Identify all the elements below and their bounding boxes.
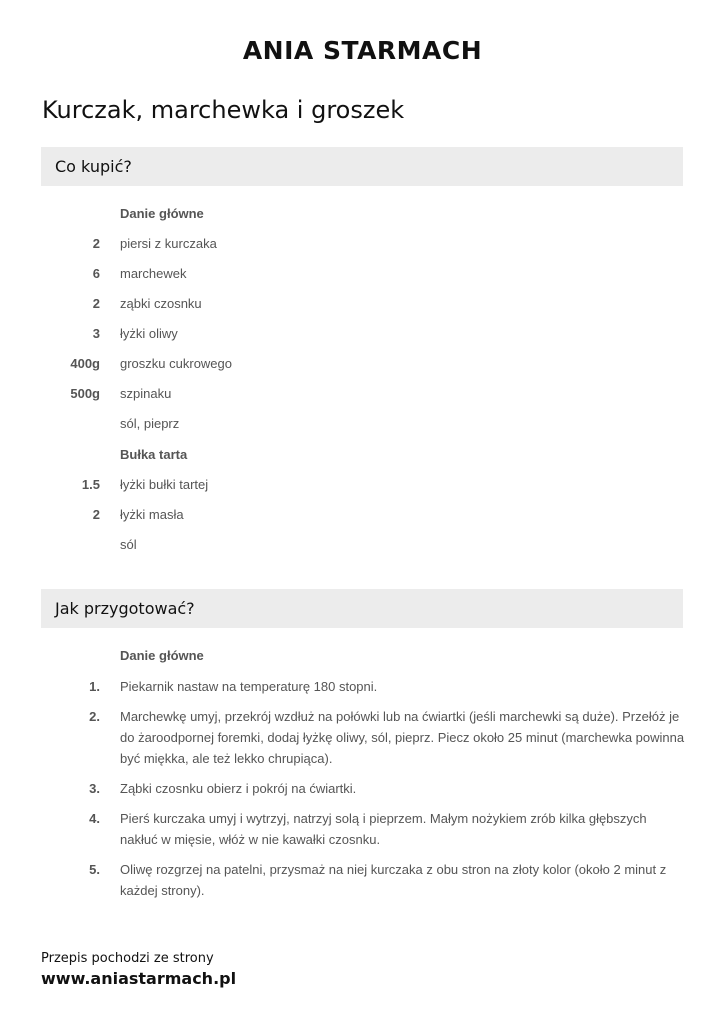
ingredient-name: piersi z kurczaka: [120, 236, 217, 251]
step-number: 2.: [89, 709, 100, 724]
ingredient-group-main: [0, 203, 725, 225]
ingredient-row: [0, 353, 725, 375]
ingredient-name: łyżki masła: [120, 507, 184, 522]
ingredient-row: [0, 293, 725, 315]
ingredient-qty: 2: [92, 296, 100, 311]
step-text: Piekarnik nastaw na temperaturę 180 stopni.: [120, 679, 378, 694]
ingredient-name: sól: [120, 537, 137, 552]
ingredient-row: [0, 413, 725, 435]
footer-source-label: Przepis pochodzi ze strony: [41, 951, 214, 966]
footer-website-link[interactable]: www.aniastarmach.pl: [41, 969, 237, 988]
ingredient-name: marchewek: [120, 266, 187, 281]
ingredient-name: łyżki bułki tartej: [120, 477, 209, 492]
ingredient-name: sól, pieprz: [120, 416, 180, 431]
step-number: 5.: [89, 862, 100, 877]
ingredient-group-label: Bułka tarta: [120, 447, 188, 462]
ingredient-row: [0, 504, 725, 526]
ingredient-group-label: Danie główne: [120, 206, 204, 221]
ingredient-group-breadcrumbs: [0, 444, 725, 466]
ingredient-qty: 400g: [70, 356, 100, 371]
step-group-main: [0, 645, 725, 667]
shopping-section-header: Co kupić?: [41, 147, 683, 186]
ingredient-row: [0, 383, 725, 405]
preparation-section-header: Jak przygotować?: [41, 589, 683, 628]
step-text: Oliwę rozgrzej na patelni, przysmaż na niej kurczaka z obu stron na złoty kolor (około 2 minut z każdej strony).: [120, 862, 667, 898]
ingredient-row: [0, 534, 725, 556]
ingredient-name: ząbki czosnku: [120, 296, 202, 311]
recipe-title: Kurczak, marchewka i groszek: [42, 96, 405, 124]
ingredient-name: groszku cukrowego: [120, 356, 232, 371]
step-text: Marchewkę umyj, przekrój wzdłuż na połówki lub na ćwiartki (jeśli marchewki są duże). Przełóż je do żaroodpornej foremki, dodaj łyżkę oliwy, sól, pieprz. Piecz około 25 minut (marchewka powinna być miękka, ale też lekko chrupiąca).: [120, 709, 685, 766]
ingredient-name: łyżki oliwy: [120, 326, 178, 341]
step-number: 3.: [89, 781, 100, 796]
ingredient-qty: 2: [92, 507, 100, 522]
step-group-label: Danie główne: [120, 648, 204, 663]
ingredient-qty: 2: [92, 236, 100, 251]
step-text: Ząbki czosnku obierz i pokrój na ćwiartki.: [120, 781, 357, 796]
ingredient-row: [0, 474, 725, 496]
step-text: Pierś kurczaka umyj i wytrzyj, natrzyj solą i pieprzem. Małym nożykiem zrób kilka głębszych nakłuć w mięsie, włóż w nie kawałki czosnku.: [120, 811, 647, 847]
ingredient-row: [0, 233, 725, 255]
ingredient-qty: 6: [92, 266, 100, 281]
step-number: 1.: [89, 679, 100, 694]
ingredient-name: szpinaku: [120, 386, 172, 401]
ingredient-qty: 3: [92, 326, 100, 341]
ingredient-row: [0, 263, 725, 285]
ingredient-qty: 500g: [70, 386, 100, 401]
step-number: 4.: [89, 811, 100, 826]
ingredient-qty: 1.5: [81, 477, 100, 492]
brand-title: ANIA STARMACH: [242, 36, 483, 65]
ingredient-row: [0, 323, 725, 345]
